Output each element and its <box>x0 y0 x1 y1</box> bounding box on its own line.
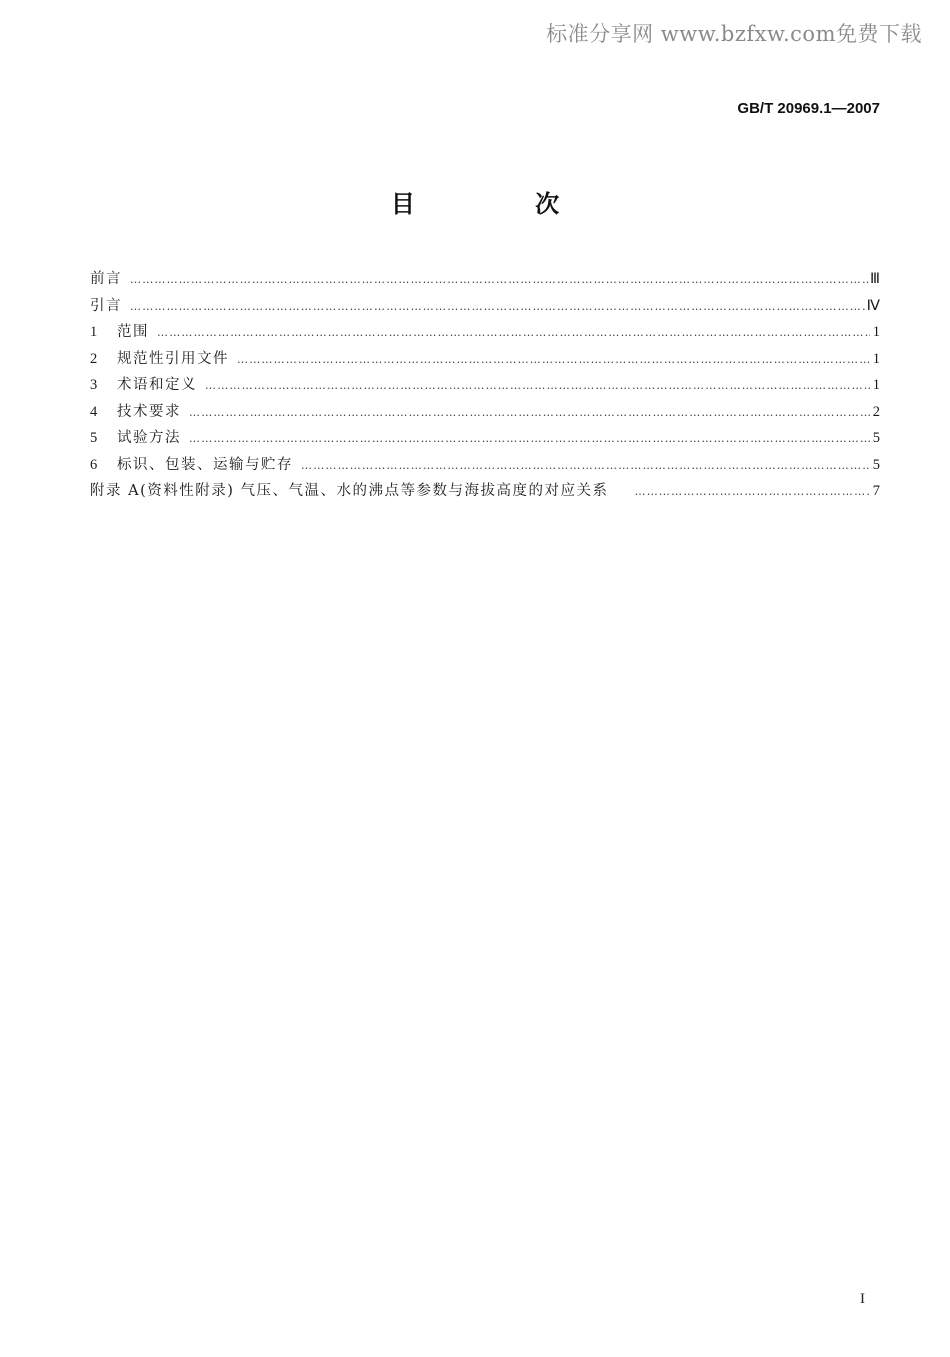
toc-leader-dots <box>301 453 870 480</box>
toc-entry-page: Ⅲ <box>870 271 880 287</box>
standard-code: GB/T 20969.1—2007 <box>737 100 880 117</box>
toc-entry-number: 6 <box>90 456 98 473</box>
toc-leader-dots <box>130 294 867 321</box>
toc-entry-label: 前言 <box>90 271 122 287</box>
toc-entry-label: 附录 A(资料性附录) 气压、气温、水的沸点等参数与海拔高度的对应关系 <box>90 483 609 499</box>
toc-entry-marking-packaging[interactable] <box>90 452 880 479</box>
toc-entry-label: 规范性引用文件 <box>117 350 229 367</box>
toc-entry-test-methods[interactable] <box>90 425 880 452</box>
toc-entry-appendix-a[interactable] <box>90 478 880 505</box>
toc-entry-label: 技术要求 <box>117 403 181 420</box>
toc-entry-page: 5 <box>872 430 880 446</box>
toc-leader-dots <box>189 400 870 427</box>
toc-leader-dots <box>237 347 870 374</box>
table-of-contents <box>90 266 880 505</box>
toc-entry-number: 1 <box>90 324 98 340</box>
toc-entry-label: 标识、包装、运输与贮存 <box>117 456 293 473</box>
toc-entry-page: 5 <box>872 456 880 473</box>
toc-leader-dots <box>157 320 870 347</box>
toc-entry-foreword[interactable] <box>90 266 880 293</box>
toc-entry-page: 1 <box>872 377 880 393</box>
watermark-text: 标准分享网 www.bzfxw.com免费下载 <box>546 22 922 46</box>
toc-entry-number: 4 <box>90 403 98 420</box>
toc-entry-page: 7 <box>872 483 880 499</box>
toc-entry-number: 5 <box>90 430 98 446</box>
toc-leader-dots <box>205 373 870 400</box>
toc-entry-number: 2 <box>90 350 98 367</box>
toc-entry-page: 2 <box>872 403 880 420</box>
toc-entry-normative-references[interactable] <box>90 346 880 373</box>
toc-entry-label: 范围 <box>117 324 149 340</box>
toc-entry-page: Ⅳ <box>866 297 880 314</box>
toc-entry-label: 引言 <box>90 297 122 314</box>
toc-entry-technical-requirements[interactable] <box>90 399 880 426</box>
toc-entry-page: 1 <box>872 324 880 340</box>
toc-leader-dots <box>189 426 870 453</box>
toc-entry-scope[interactable] <box>90 319 880 346</box>
toc-leader-dots <box>130 267 870 294</box>
toc-leader-dots <box>635 479 870 506</box>
page-number: I <box>860 1291 865 1307</box>
toc-entry-terms-definitions[interactable] <box>90 372 880 399</box>
toc-entry-label: 术语和定义 <box>117 377 197 393</box>
page-title: 目 次 <box>390 190 616 218</box>
toc-entry-number: 3 <box>90 377 98 393</box>
toc-entry-label: 试验方法 <box>117 430 181 446</box>
toc-entry-introduction[interactable] <box>90 293 880 320</box>
toc-entry-page: 1 <box>872 350 880 367</box>
